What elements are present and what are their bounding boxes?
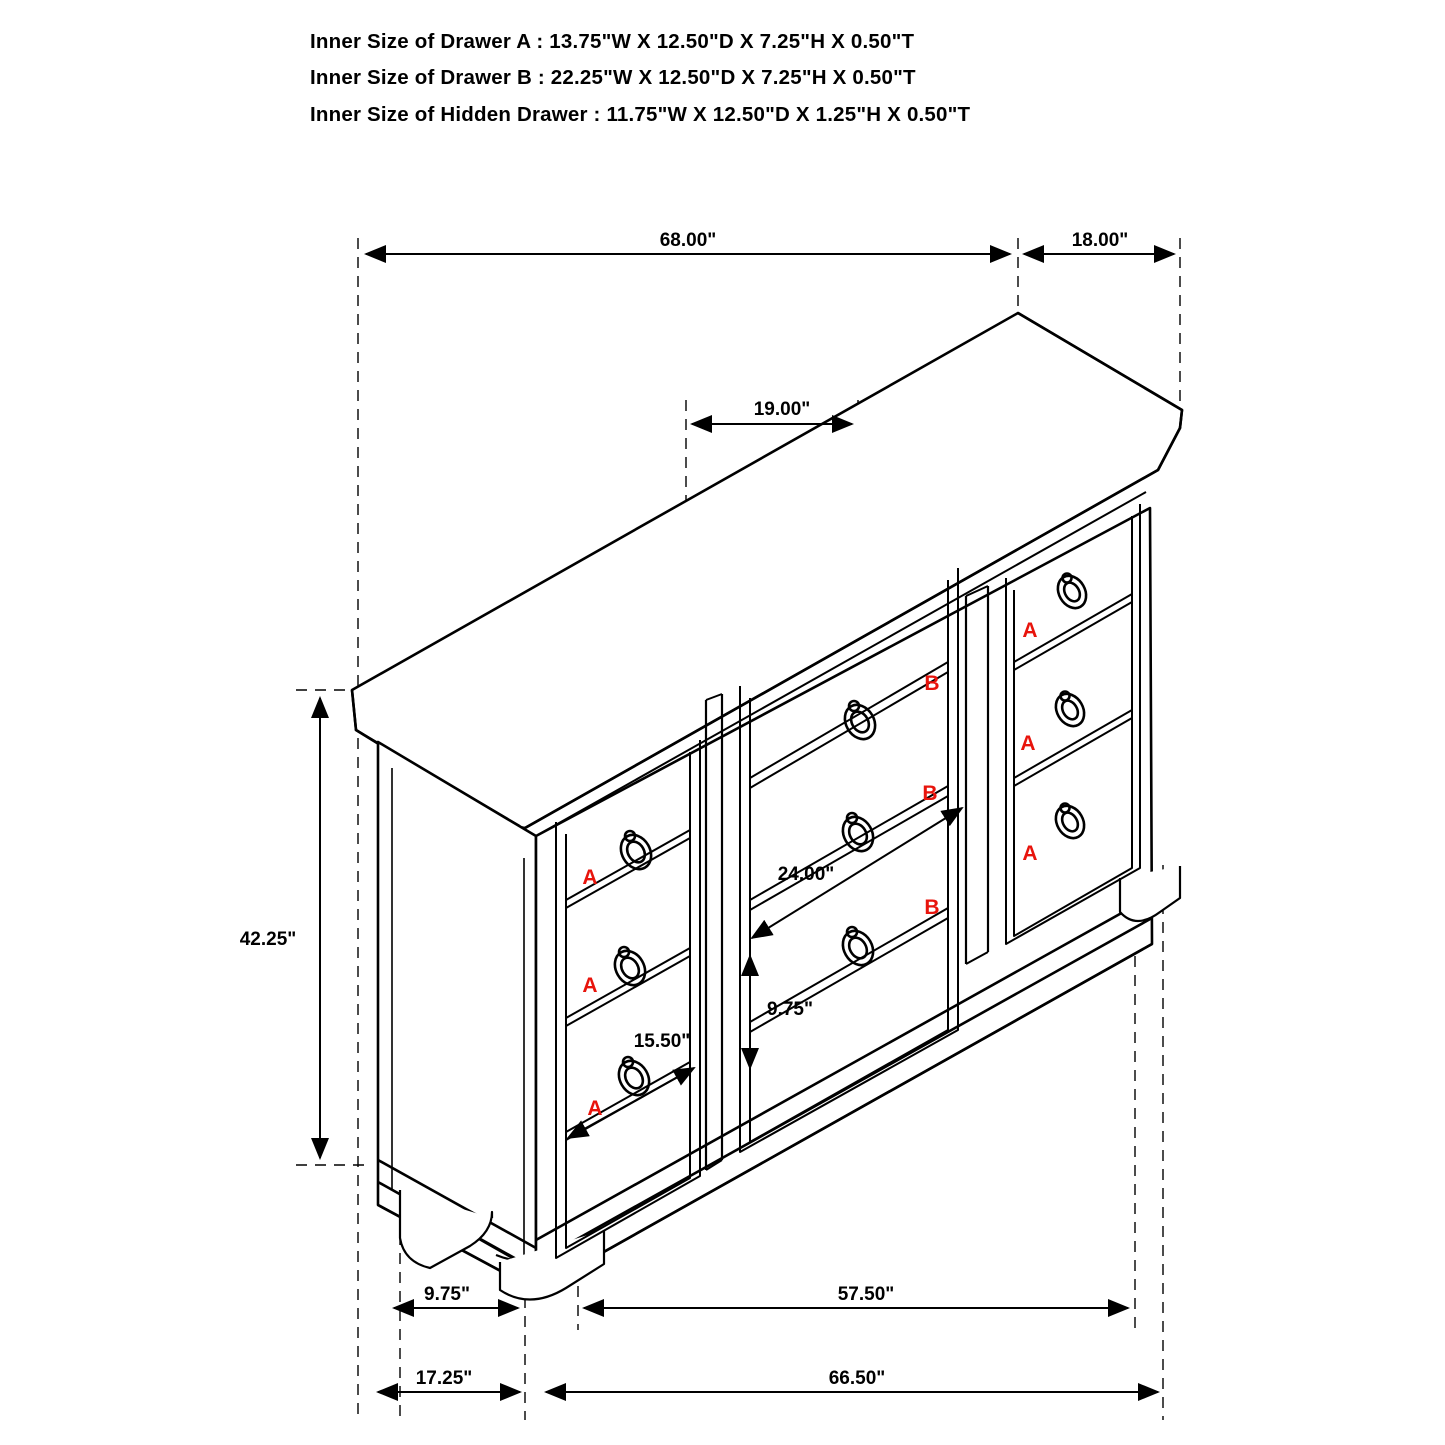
dim-drawer-a-width: 15.50" [633,1031,691,1052]
drawer-label-right-2: A [1020,732,1036,755]
drawer-label-right-3: A [1022,842,1038,865]
note-hidden-drawer: Inner Size of Hidden Drawer : 11.75"W X 12.50"D X 1.25"H X 0.50"T [310,103,971,126]
dim-base-side: 17.25" [415,1368,473,1389]
dim-base-width: 66.50" [828,1368,886,1389]
note-drawer-a: Inner Size of Drawer A : 13.75"W X 12.50"D X 7.25"H X 0.50"T [310,30,915,53]
dim-height: 42.25" [239,929,297,950]
dim-base-left: 9.75" [424,1284,470,1305]
dim-top-side: 18.00" [1071,230,1129,251]
dim-drawer-b-height: 9.75" [767,999,813,1020]
drawer-label-left-3: A [587,1097,603,1120]
dim-drawer-b-width: 24.00" [777,864,835,885]
drawer-label-left-2: A [582,974,598,997]
drawer-label-left-1: A [582,866,598,889]
drawer-label-center-2: B [922,782,938,805]
drawer-label-right-1: A [1022,619,1038,642]
note-drawer-b: Inner Size of Drawer B : 22.25"W X 12.50"D X 7.25"H X 0.50"T [310,66,916,89]
dresser-body [352,313,1182,1300]
dim-top-width: 68.00" [659,230,717,251]
dim-base-front: 57.50" [837,1284,895,1305]
drawer-label-center-3: B [924,896,940,919]
dim-top-depth: 19.00" [753,399,811,420]
drawer-label-center-1: B [924,672,940,695]
